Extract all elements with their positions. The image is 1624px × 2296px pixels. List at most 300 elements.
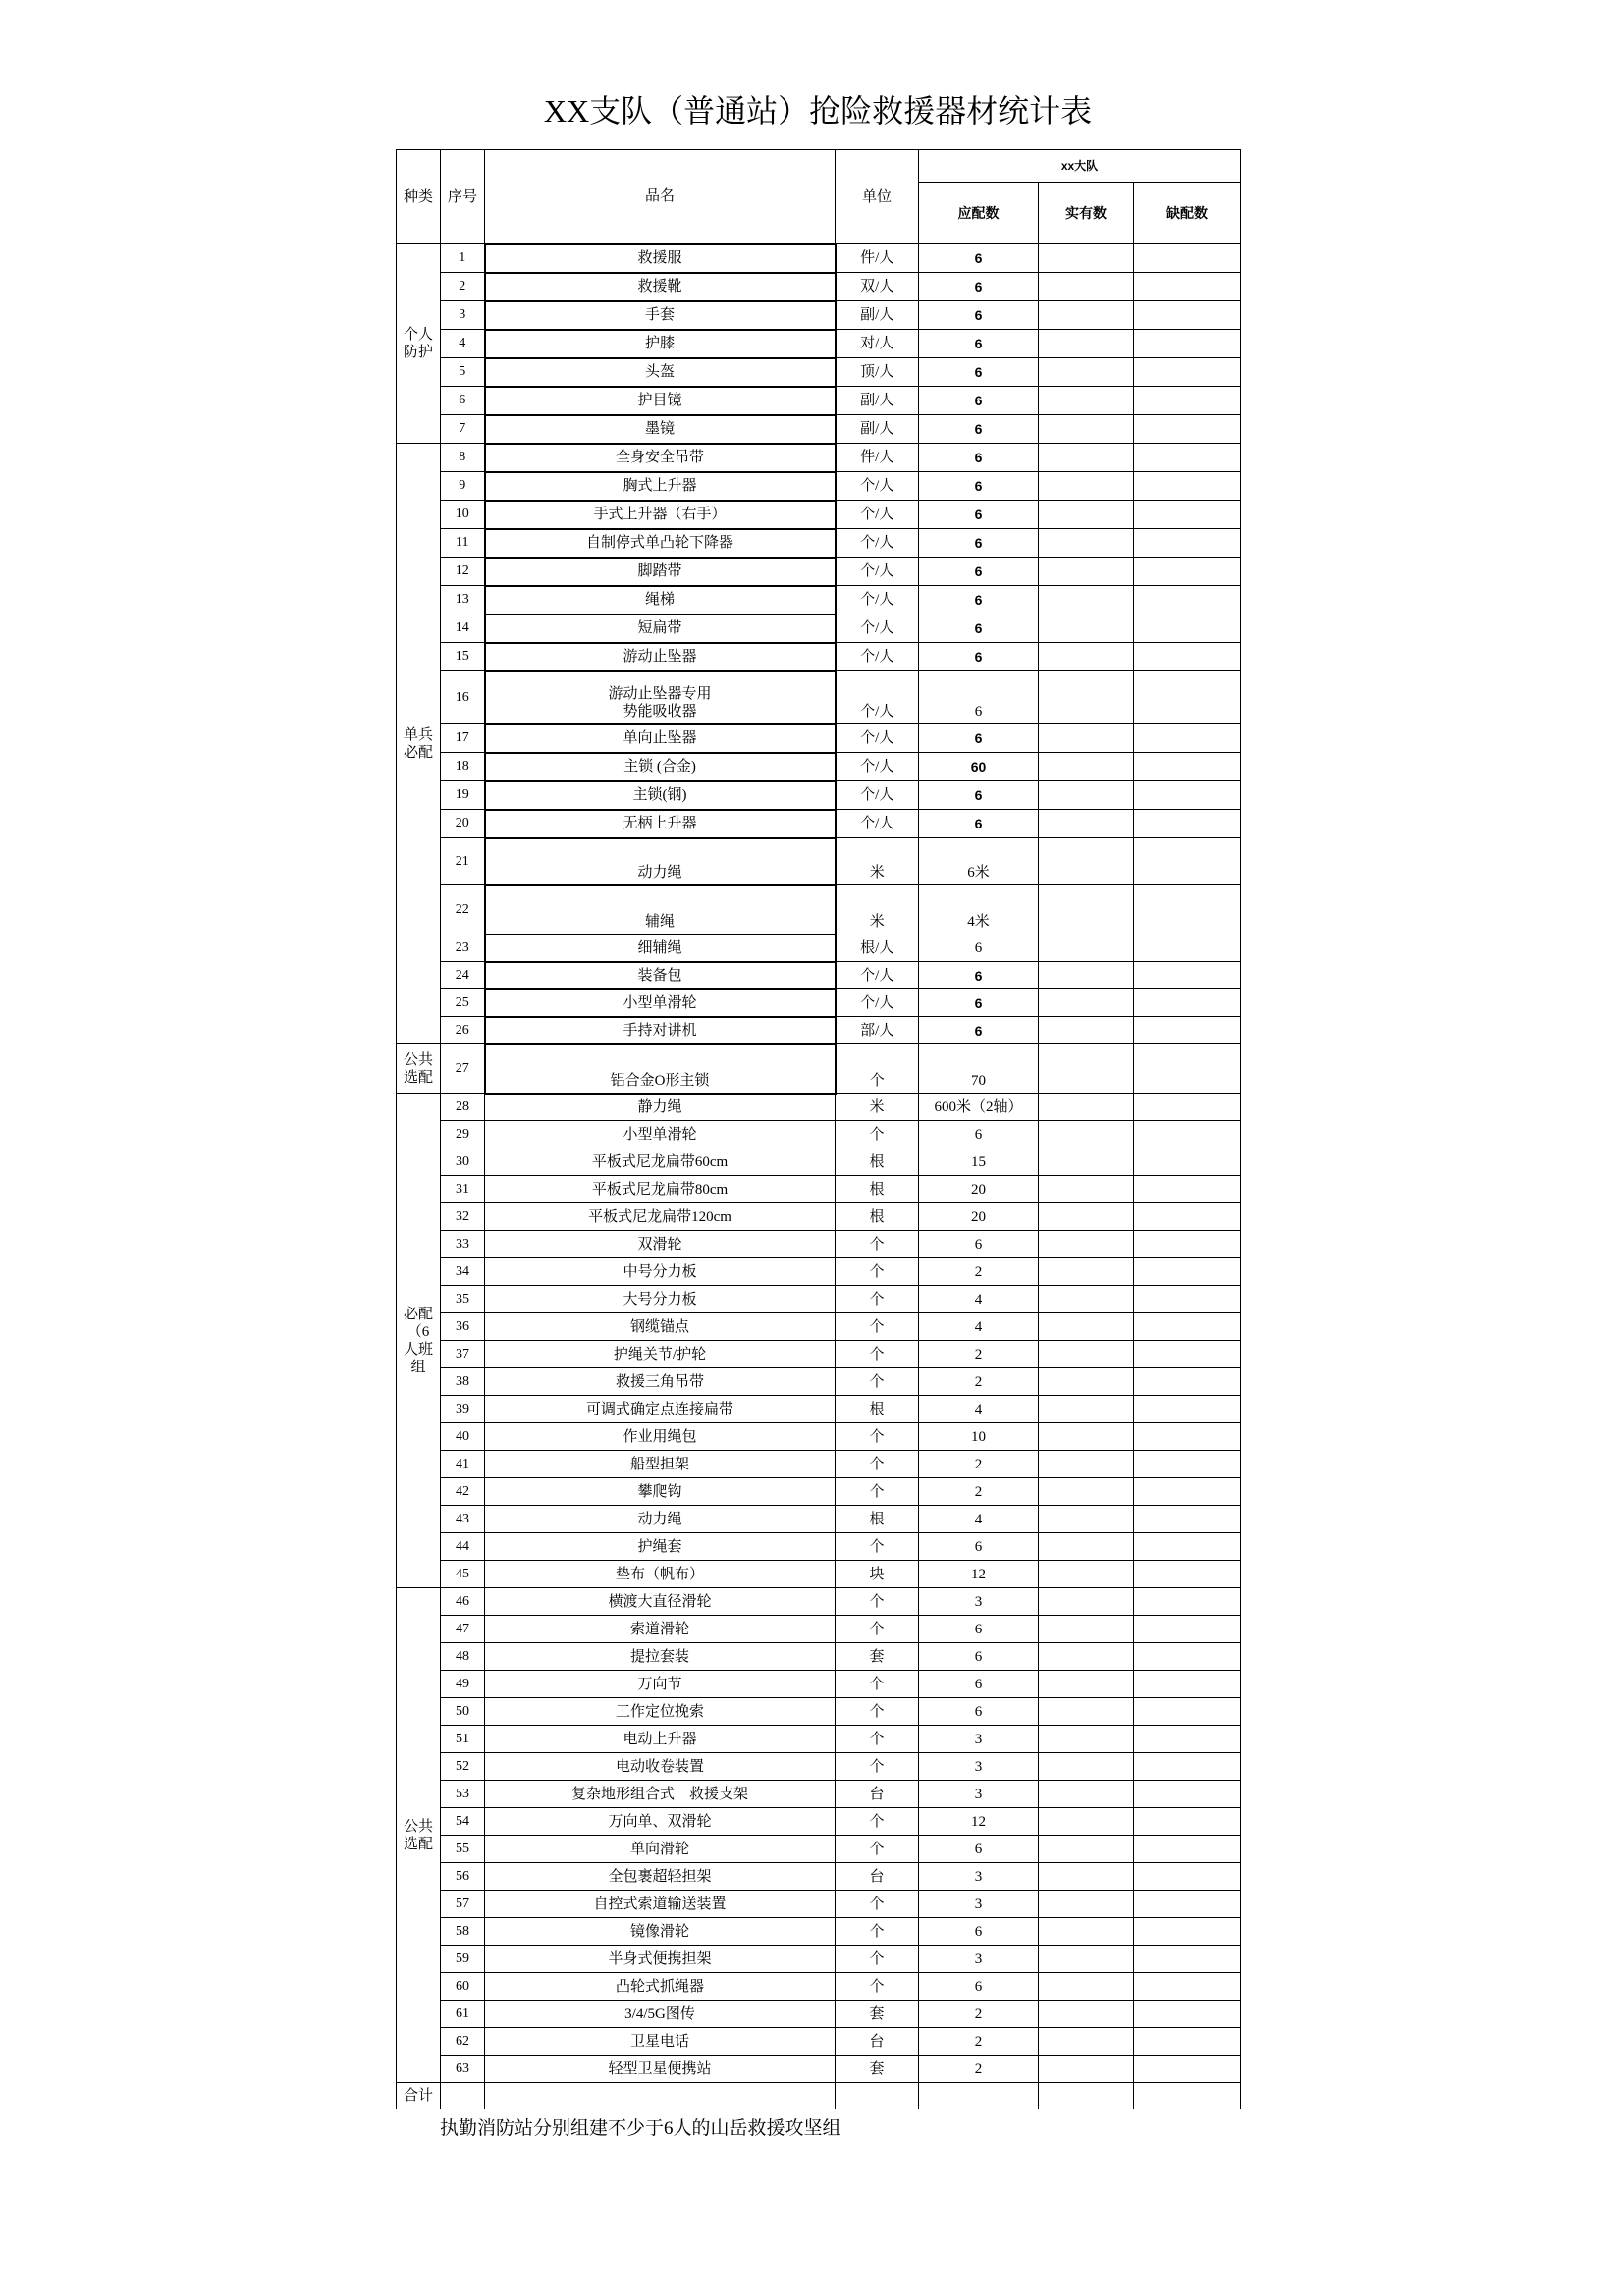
shortage-qty-cell <box>1134 1753 1241 1781</box>
row-number-cell: 12 <box>441 558 485 586</box>
item-name-cell: 小型单滑轮 <box>485 989 836 1017</box>
row-number-cell: 14 <box>441 614 485 643</box>
item-name-cell: 救援靴 <box>485 273 836 301</box>
item-name-cell: 提拉套装 <box>485 1643 836 1671</box>
actual-qty-cell <box>1039 1973 1134 2001</box>
shortage-qty-cell <box>1134 1478 1241 1506</box>
total-row <box>397 2083 1241 2109</box>
row-number-cell: 59 <box>441 1946 485 1973</box>
table-row <box>397 614 1241 643</box>
table-row <box>397 1203 1241 1231</box>
item-name-cell: 作业用绳包 <box>485 1423 836 1451</box>
shortage-qty-cell <box>1134 885 1241 934</box>
shortage-qty-cell <box>1134 1094 1241 1121</box>
item-name-cell: 自控式索道输送装置 <box>485 1891 836 1918</box>
unit-cell: 个 <box>836 1946 919 1973</box>
table-row <box>397 472 1241 501</box>
actual-qty-cell <box>1039 1781 1134 1808</box>
shortage-qty-cell <box>1134 1836 1241 1863</box>
actual-qty-cell <box>1039 810 1134 838</box>
table-row <box>397 244 1241 273</box>
category-label: 必配（6人班组 <box>403 1306 433 1375</box>
row-number-cell: 39 <box>441 1396 485 1423</box>
actual-qty-cell <box>1039 586 1134 614</box>
table-row <box>397 1017 1241 1044</box>
row-number-cell: 51 <box>441 1726 485 1753</box>
item-name-cell: 短扁带 <box>485 614 836 643</box>
shortage-qty-cell <box>1134 1973 1241 2001</box>
required-qty-cell: 12 <box>919 1561 1039 1588</box>
required-qty-cell: 4米 <box>919 885 1039 934</box>
required-qty-cell: 6 <box>919 1231 1039 1258</box>
actual-qty-cell <box>1039 1891 1134 1918</box>
required-qty-cell: 12 <box>919 1808 1039 1836</box>
actual-qty-cell <box>1039 2001 1134 2028</box>
actual-qty-cell <box>1039 1643 1134 1671</box>
item-name-cell: 头盔 <box>485 358 836 387</box>
row-number-cell: 55 <box>441 1836 485 1863</box>
required-qty-cell: 6 <box>919 989 1039 1017</box>
table-row <box>397 1863 1241 1891</box>
item-name-cell: 中号分力板 <box>485 1258 836 1286</box>
table-row <box>397 671 1241 724</box>
row-number-cell: 16 <box>441 671 485 724</box>
row-number-cell: 4 <box>441 330 485 358</box>
row-number-cell: 61 <box>441 2001 485 2028</box>
table-row <box>397 1176 1241 1203</box>
unit-cell: 个 <box>836 1286 919 1313</box>
row-number-cell: 25 <box>441 989 485 1017</box>
row-number-cell: 15 <box>441 643 485 671</box>
required-qty-cell: 6 <box>919 529 1039 558</box>
table-row <box>397 1891 1241 1918</box>
required-qty-cell: 2 <box>919 2028 1039 2056</box>
shortage-qty-cell <box>1134 1588 1241 1616</box>
row-number-cell: 34 <box>441 1258 485 1286</box>
shortage-qty-cell <box>1134 415 1241 444</box>
total-actual-cell <box>1039 2083 1134 2109</box>
actual-qty-cell <box>1039 2056 1134 2083</box>
unit-cell: 个 <box>836 1891 919 1918</box>
actual-qty-cell <box>1039 1231 1134 1258</box>
required-qty-cell: 20 <box>919 1203 1039 1231</box>
shortage-qty-cell <box>1134 1203 1241 1231</box>
required-qty-cell: 600米（2轴） <box>919 1094 1039 1121</box>
unit-cell: 台 <box>836 1781 919 1808</box>
unit-cell: 根 <box>836 1396 919 1423</box>
required-qty-cell: 6 <box>919 1918 1039 1946</box>
shortage-qty-cell <box>1134 1891 1241 1918</box>
shortage-qty-cell <box>1134 1017 1241 1044</box>
required-qty-cell: 6 <box>919 671 1039 724</box>
actual-qty-cell <box>1039 838 1134 885</box>
required-qty-cell: 3 <box>919 1946 1039 1973</box>
unit-cell: 米 <box>836 1094 919 1121</box>
table-row <box>397 301 1241 330</box>
actual-qty-cell <box>1039 2028 1134 2056</box>
shortage-qty-cell <box>1134 1148 1241 1176</box>
table-row <box>397 1094 1241 1121</box>
required-qty-cell: 6 <box>919 643 1039 671</box>
actual-qty-cell <box>1039 1176 1134 1203</box>
actual-qty-cell <box>1039 1478 1134 1506</box>
required-qty-cell: 3 <box>919 1863 1039 1891</box>
table-row <box>397 415 1241 444</box>
unit-cell: 个 <box>836 1808 919 1836</box>
unit-cell: 个/人 <box>836 501 919 529</box>
unit-cell: 件/人 <box>836 444 919 472</box>
row-number-cell: 57 <box>441 1891 485 1918</box>
table-row <box>397 1781 1241 1808</box>
shortage-qty-cell <box>1134 962 1241 989</box>
item-name-cell: 游动止坠器 <box>485 643 836 671</box>
row-number-cell: 63 <box>441 2056 485 2083</box>
header-item-name: 品名 <box>485 150 836 244</box>
total-shortage-cell <box>1134 2083 1241 2109</box>
item-name-cell: 钢缆锚点 <box>485 1313 836 1341</box>
category-cell <box>397 1044 441 1094</box>
required-qty-cell: 6 <box>919 1616 1039 1643</box>
actual-qty-cell <box>1039 1863 1134 1891</box>
table-row <box>397 1368 1241 1396</box>
category-label: 单兵必配 <box>403 726 433 761</box>
item-name-cell: 手持对讲机 <box>485 1017 836 1044</box>
shortage-qty-cell <box>1134 753 1241 781</box>
category-label: 公共选配 <box>403 1051 433 1086</box>
item-name-cell: 攀爬钩 <box>485 1478 836 1506</box>
actual-qty-cell <box>1039 1203 1134 1231</box>
shortage-qty-cell <box>1134 1258 1241 1286</box>
actual-qty-cell <box>1039 472 1134 501</box>
row-number-cell: 20 <box>441 810 485 838</box>
required-qty-cell: 4 <box>919 1396 1039 1423</box>
table-row <box>397 1726 1241 1753</box>
row-number-cell: 53 <box>441 1781 485 1808</box>
table-row <box>397 885 1241 934</box>
actual-qty-cell <box>1039 558 1134 586</box>
required-qty-cell: 15 <box>919 1148 1039 1176</box>
unit-cell: 个 <box>836 1258 919 1286</box>
item-name-cell: 无柄上升器 <box>485 810 836 838</box>
shortage-qty-cell <box>1134 472 1241 501</box>
actual-qty-cell <box>1039 1836 1134 1863</box>
shortage-qty-cell <box>1134 1533 1241 1561</box>
required-qty-cell: 6 <box>919 934 1039 962</box>
item-name-cell: 万向单、双滑轮 <box>485 1808 836 1836</box>
unit-cell: 个 <box>836 1368 919 1396</box>
unit-cell: 副/人 <box>836 301 919 330</box>
item-name-cell: 轻型卫星便携站 <box>485 2056 836 2083</box>
unit-cell: 顶/人 <box>836 358 919 387</box>
unit-cell: 根/人 <box>836 934 919 962</box>
shortage-qty-cell <box>1134 586 1241 614</box>
shortage-qty-cell <box>1134 1121 1241 1148</box>
shortage-qty-cell <box>1134 387 1241 415</box>
item-name-cell: 3/4/5G图传 <box>485 2001 836 2028</box>
required-qty-cell: 6 <box>919 558 1039 586</box>
row-number-cell: 17 <box>441 724 485 753</box>
row-number-cell: 10 <box>441 501 485 529</box>
unit-cell: 对/人 <box>836 330 919 358</box>
item-name-cell: 工作定位挽索 <box>485 1698 836 1726</box>
row-number-cell: 35 <box>441 1286 485 1313</box>
table-row <box>397 2056 1241 2083</box>
category-cell <box>397 444 441 1044</box>
unit-cell: 副/人 <box>836 387 919 415</box>
item-name-cell: 平板式尼龙扁带80cm <box>485 1176 836 1203</box>
unit-cell: 个 <box>836 1918 919 1946</box>
actual-qty-cell <box>1039 1561 1134 1588</box>
table-row <box>397 1698 1241 1726</box>
unit-cell: 个 <box>836 1671 919 1698</box>
table-row <box>397 934 1241 962</box>
unit-cell: 个/人 <box>836 643 919 671</box>
actual-qty-cell <box>1039 1808 1134 1836</box>
row-number-cell: 24 <box>441 962 485 989</box>
actual-qty-cell <box>1039 1044 1134 1094</box>
footnote: 执勤消防站分别组建不少于6人的山岳救援攻坚组 <box>440 2118 841 2139</box>
shortage-qty-cell <box>1134 330 1241 358</box>
header-unit: 单位 <box>836 150 919 244</box>
actual-qty-cell <box>1039 1616 1134 1643</box>
row-number-cell: 44 <box>441 1533 485 1561</box>
unit-cell: 套 <box>836 1643 919 1671</box>
shortage-qty-cell <box>1134 724 1241 753</box>
table-row <box>397 962 1241 989</box>
actual-qty-cell <box>1039 1017 1134 1044</box>
actual-qty-cell <box>1039 753 1134 781</box>
unit-cell: 个 <box>836 1973 919 2001</box>
required-qty-cell: 3 <box>919 1891 1039 1918</box>
unit-cell: 个 <box>836 1313 919 1341</box>
shortage-qty-cell <box>1134 1781 1241 1808</box>
row-number-cell: 9 <box>441 472 485 501</box>
unit-cell: 根 <box>836 1203 919 1231</box>
shortage-qty-cell <box>1134 1643 1241 1671</box>
actual-qty-cell <box>1039 1313 1134 1341</box>
item-name-cell: 卫星电话 <box>485 2028 836 2056</box>
shortage-qty-cell <box>1134 1808 1241 1836</box>
item-name-cell: 主锁(钢) <box>485 781 836 810</box>
required-qty-cell: 3 <box>919 1753 1039 1781</box>
actual-qty-cell <box>1039 643 1134 671</box>
item-name-cell: 电动收卷装置 <box>485 1753 836 1781</box>
item-name-cell: 护膝 <box>485 330 836 358</box>
row-number-cell: 43 <box>441 1506 485 1533</box>
unit-cell: 个 <box>836 1423 919 1451</box>
shortage-qty-cell <box>1134 1918 1241 1946</box>
shortage-qty-cell <box>1134 643 1241 671</box>
shortage-qty-cell <box>1134 1368 1241 1396</box>
item-name-cell: 凸轮式抓绳器 <box>485 1973 836 2001</box>
shortage-qty-cell <box>1134 1176 1241 1203</box>
required-qty-cell: 4 <box>919 1506 1039 1533</box>
unit-cell: 个 <box>836 1231 919 1258</box>
required-qty-cell: 3 <box>919 1726 1039 1753</box>
table-row <box>397 2001 1241 2028</box>
item-name-cell: 装备包 <box>485 962 836 989</box>
shortage-qty-cell <box>1134 989 1241 1017</box>
shortage-qty-cell <box>1134 1423 1241 1451</box>
row-number-cell: 18 <box>441 753 485 781</box>
shortage-qty-cell <box>1134 244 1241 273</box>
item-name-cell: 手式上升器（右手） <box>485 501 836 529</box>
unit-cell: 个/人 <box>836 586 919 614</box>
unit-cell: 部/人 <box>836 1017 919 1044</box>
item-name-cell: 可调式确定点连接扁带 <box>485 1396 836 1423</box>
table-row <box>397 724 1241 753</box>
row-number-cell: 5 <box>441 358 485 387</box>
actual-qty-cell <box>1039 1506 1134 1533</box>
actual-qty-cell <box>1039 1671 1134 1698</box>
table-row <box>397 753 1241 781</box>
table-row <box>397 387 1241 415</box>
actual-qty-cell <box>1039 989 1134 1017</box>
actual-qty-cell <box>1039 1121 1134 1148</box>
table-row <box>397 1753 1241 1781</box>
shortage-qty-cell <box>1134 2028 1241 2056</box>
required-qty-cell: 2 <box>919 2056 1039 2083</box>
actual-qty-cell <box>1039 330 1134 358</box>
item-name-cell: 全身安全吊带 <box>485 444 836 472</box>
shortage-qty-cell <box>1134 1286 1241 1313</box>
total-label-cell: 合计 <box>397 2083 441 2109</box>
item-name-cell: 电动上升器 <box>485 1726 836 1753</box>
required-qty-cell: 6 <box>919 1017 1039 1044</box>
unit-cell: 套 <box>836 2001 919 2028</box>
required-qty-cell: 6 <box>919 724 1039 753</box>
item-name-cell: 墨镜 <box>485 415 836 444</box>
item-name-cell: 铝合金O形主锁 <box>485 1044 836 1094</box>
item-name-cell: 脚踏带 <box>485 558 836 586</box>
required-qty-cell: 2 <box>919 1478 1039 1506</box>
shortage-qty-cell <box>1134 1726 1241 1753</box>
table-body <box>397 244 1241 2109</box>
item-name-cell: 主锁 (合金) <box>485 753 836 781</box>
row-number-cell: 50 <box>441 1698 485 1726</box>
shortage-qty-cell <box>1134 1231 1241 1258</box>
required-qty-cell: 6 <box>919 586 1039 614</box>
row-number-cell: 56 <box>441 1863 485 1891</box>
table-row <box>397 1643 1241 1671</box>
row-number-cell: 62 <box>441 2028 485 2056</box>
shortage-qty-cell <box>1134 1946 1241 1973</box>
required-qty-cell: 6 <box>919 330 1039 358</box>
required-qty-cell: 6 <box>919 244 1039 273</box>
row-number-cell: 7 <box>441 415 485 444</box>
required-qty-cell: 6 <box>919 415 1039 444</box>
actual-qty-cell <box>1039 1533 1134 1561</box>
item-name-cell: 复杂地形组合式 救援支架 <box>485 1781 836 1808</box>
unit-cell: 个/人 <box>836 614 919 643</box>
row-number-cell: 36 <box>441 1313 485 1341</box>
unit-cell: 个 <box>836 1726 919 1753</box>
unit-cell: 个/人 <box>836 724 919 753</box>
shortage-qty-cell <box>1134 273 1241 301</box>
total-unit-cell <box>836 2083 919 2109</box>
unit-cell: 个/人 <box>836 753 919 781</box>
table-row <box>397 1561 1241 1588</box>
actual-qty-cell <box>1039 1726 1134 1753</box>
required-qty-cell: 6 <box>919 1121 1039 1148</box>
actual-qty-cell <box>1039 1451 1134 1478</box>
row-number-cell: 49 <box>441 1671 485 1698</box>
row-number-cell: 6 <box>441 387 485 415</box>
item-name-cell: 救援服 <box>485 244 836 273</box>
shortage-qty-cell <box>1134 810 1241 838</box>
required-qty-cell: 6 <box>919 472 1039 501</box>
row-number-cell: 41 <box>441 1451 485 1478</box>
actual-qty-cell <box>1039 244 1134 273</box>
row-number-cell: 2 <box>441 273 485 301</box>
required-qty-cell: 6 <box>919 962 1039 989</box>
table-row <box>397 1148 1241 1176</box>
actual-qty-cell <box>1039 301 1134 330</box>
table-row <box>397 1616 1241 1643</box>
row-number-cell: 47 <box>441 1616 485 1643</box>
row-number-cell: 13 <box>441 586 485 614</box>
required-qty-cell: 6 <box>919 781 1039 810</box>
required-qty-cell: 6 <box>919 358 1039 387</box>
header-row-top <box>397 150 1241 183</box>
unit-cell: 个/人 <box>836 558 919 586</box>
row-number-cell: 32 <box>441 1203 485 1231</box>
actual-qty-cell <box>1039 614 1134 643</box>
unit-cell: 个 <box>836 1753 919 1781</box>
actual-qty-cell <box>1039 934 1134 962</box>
row-number-cell: 19 <box>441 781 485 810</box>
item-name-cell: 护绳套 <box>485 1533 836 1561</box>
required-qty-cell: 2 <box>919 2001 1039 2028</box>
total-no-cell <box>441 2083 485 2109</box>
item-name-cell: 手套 <box>485 301 836 330</box>
actual-qty-cell <box>1039 1396 1134 1423</box>
unit-cell: 个/人 <box>836 472 919 501</box>
row-number-cell: 33 <box>441 1231 485 1258</box>
table-row <box>397 358 1241 387</box>
item-name-cell: 全包裹超轻担架 <box>485 1863 836 1891</box>
table-row <box>397 1836 1241 1863</box>
shortage-qty-cell <box>1134 1616 1241 1643</box>
actual-qty-cell <box>1039 415 1134 444</box>
actual-qty-cell <box>1039 1698 1134 1726</box>
required-qty-cell: 2 <box>919 1451 1039 1478</box>
unit-cell: 个 <box>836 1121 919 1148</box>
actual-qty-cell <box>1039 671 1134 724</box>
shortage-qty-cell <box>1134 1341 1241 1368</box>
unit-cell: 块 <box>836 1561 919 1588</box>
row-number-cell: 46 <box>441 1588 485 1616</box>
unit-cell: 件/人 <box>836 244 919 273</box>
required-qty-cell: 6 <box>919 501 1039 529</box>
row-number-cell: 54 <box>441 1808 485 1836</box>
unit-cell: 双/人 <box>836 273 919 301</box>
header-index: 序号 <box>441 150 485 244</box>
required-qty-cell: 6 <box>919 301 1039 330</box>
unit-cell: 根 <box>836 1148 919 1176</box>
table-row <box>397 273 1241 301</box>
table-row <box>397 1121 1241 1148</box>
item-name-cell: 绳梯 <box>485 586 836 614</box>
row-number-cell: 28 <box>441 1094 485 1121</box>
unit-cell: 个 <box>836 1616 919 1643</box>
shortage-qty-cell <box>1134 781 1241 810</box>
item-name-cell: 双滑轮 <box>485 1231 836 1258</box>
unit-cell: 个/人 <box>836 781 919 810</box>
table-row <box>397 1231 1241 1258</box>
row-number-cell: 3 <box>441 301 485 330</box>
table-row <box>397 1423 1241 1451</box>
